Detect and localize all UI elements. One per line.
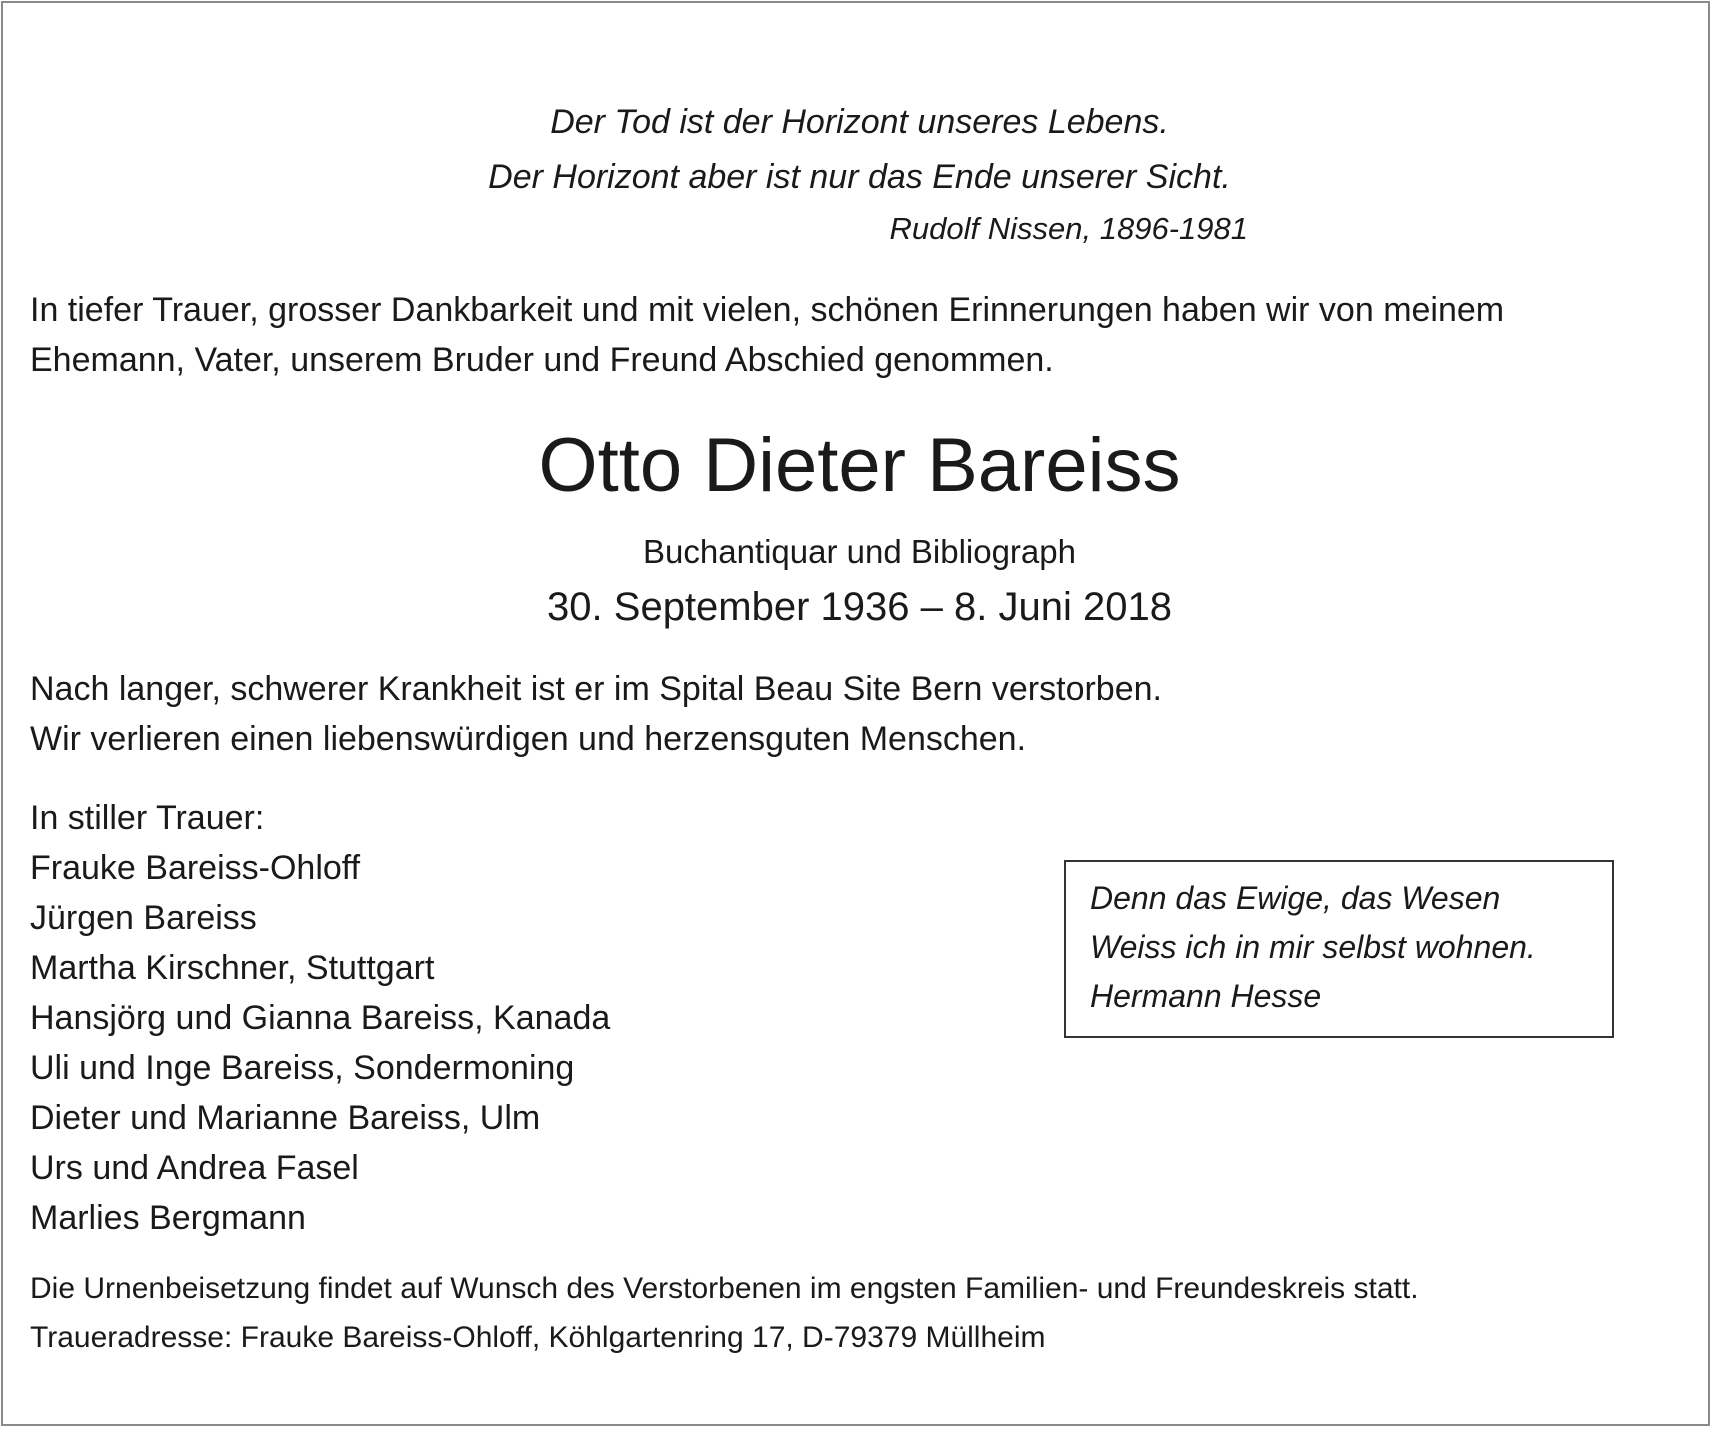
footer-line-2: Traueradresse: Frauke Bareiss-Ohloff, Köhlgartenring 17, D-79379 Müllheim — [30, 1321, 1046, 1354]
hesse-quote-author: Hermann Hesse — [1090, 978, 1322, 1014]
hesse-quote-line-1: Denn das Ewige, das Wesen — [1090, 880, 1501, 916]
footer-line-1: Die Urnenbeisetzung findet auf Wunsch des Verstorbenen im engsten Familien- und Freundeskreis statt. — [30, 1272, 1419, 1305]
mourner-name: Dieter und Marianne Bareiss, Ulm — [30, 1099, 541, 1137]
mourners-heading: In stiller Trauer: — [30, 799, 265, 837]
mourner-name: Hansjörg und Gianna Bareiss, Kanada — [30, 999, 611, 1037]
hesse-quote-box — [1064, 860, 1614, 1038]
mourners-list — [30, 793, 610, 1243]
intro-line-1: In tiefer Trauer, grosser Dankbarkeit und mit vielen, schönen Erinnerungen haben wir von meinem — [30, 291, 1505, 329]
epigraph-line-2: Der Horizont aber ist nur das Ende unserer Sicht. — [488, 158, 1231, 196]
mourner-name: Marlies Bergmann — [30, 1199, 306, 1237]
footer-notice — [30, 1264, 1419, 1362]
deceased-dates: 30. September 1936 – 8. Juni 2018 — [547, 585, 1172, 629]
notice-line-1: Nach langer, schwerer Krankheit ist er im Spital Beau Site Bern verstorben. — [30, 670, 1162, 708]
deceased-name: Otto Dieter Bareiss — [538, 423, 1181, 508]
epigraph-author: Rudolf Nissen, 1896-1981 — [889, 211, 1248, 246]
mourner-name: Martha Kirschner, Stuttgart — [30, 949, 435, 987]
notice-paragraph — [30, 664, 1162, 764]
mourner-name: Jürgen Bareiss — [30, 899, 257, 937]
mourner-name: Urs und Andrea Fasel — [30, 1149, 359, 1187]
mourner-name: Uli und Inge Bareiss, Sondermoning — [30, 1049, 575, 1087]
intro-line-2: Ehemann, Vater, unserem Bruder und Freund Abschied genommen. — [30, 341, 1054, 379]
deceased-profession: Buchantiquar und Bibliograph — [643, 533, 1076, 570]
hesse-quote-line-2: Weiss ich in mir selbst wohnen. — [1090, 929, 1536, 965]
page-frame — [1, 1, 1710, 1426]
notice-line-2: Wir verlieren einen liebenswürdigen und herzensguten Menschen. — [30, 720, 1027, 758]
mourner-name: Frauke Bareiss-Ohloff — [30, 849, 361, 887]
intro-paragraph — [30, 285, 1504, 385]
epigraph-line-1: Der Tod ist der Horizont unseres Lebens. — [550, 103, 1169, 141]
